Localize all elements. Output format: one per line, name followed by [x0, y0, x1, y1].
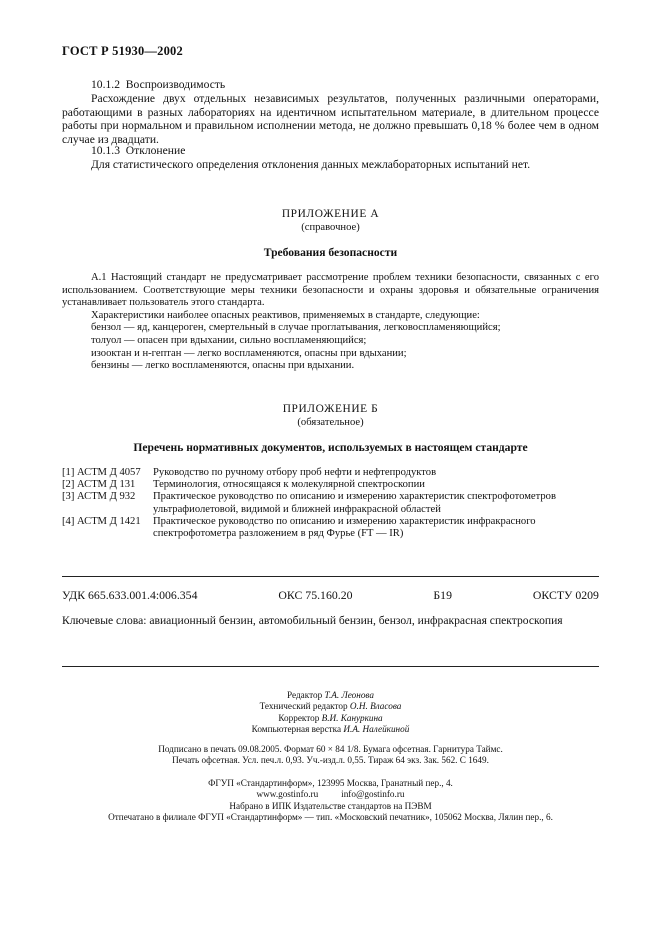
reference-code: [3] АСТМ Д 932: [62, 491, 136, 503]
udk-code: УДК 665.633.001.4:006.354: [62, 588, 198, 602]
section-1012-number: 10.1.2: [91, 78, 120, 91]
section-1013-heading: [91, 144, 185, 157]
appendix-a-paragraph: А.1 Настоящий стандарт не предусматривает рассмотрение проблем техники безопасности, связанных с его использованием. Соответствующие меры техники безопасности и охраны здоровья и обязательные ограничения устанавливает пользователь этого стандарта.: [62, 272, 599, 309]
section-1012-title: Воспроизводимость: [125, 78, 226, 91]
print-info-line: Печать офсетная. Усл. печ.л. 0,93. Уч.-изд.л. 0,55. Тираж 64 экз. Зак. 562. С 1649.: [172, 755, 489, 766]
appendix-a-kind: (справочное): [301, 222, 360, 233]
imprint-line: ФГУП «Стандартинформ», 123995 Москва, Гранатный пер., 4.: [208, 778, 453, 788]
imprint-line: Набрано в ИПК Издательстве стандартов на ПЭВМ: [229, 800, 432, 811]
section-1013-title: Отклонение: [125, 144, 186, 157]
credit-tech-editor: Технический редактор О.Н. Власова: [259, 701, 402, 712]
print-info-line: Подписано в печать 09.08.2005. Формат 60 × 84 1/8. Бумага офсетная. Гарнитура Таймс.: [158, 744, 503, 754]
credit-layout: Компьютерная верстка И.А. Налейкиной: [251, 724, 410, 735]
reference-item: [62, 467, 602, 479]
group-code: Б19: [433, 588, 452, 602]
appendix-a-intro: Характеристики наиболее опасных реактивов, применяемых в стандарте, следующие:: [91, 309, 480, 321]
print-info: [62, 744, 599, 767]
oks-code: ОКС 75.160.20: [278, 588, 353, 602]
section-1012-heading: [91, 78, 225, 91]
reference-item: [62, 479, 602, 491]
reference-text: Практическое руководство по описанию и измерению характеристик инфракрасного спектрофотометра разложением в ряд Фурье (FT — IR): [153, 515, 536, 540]
appendix-a-item: бензины — легко воспламеняются, опасны при вдыхании.: [91, 360, 355, 372]
reference-text: Практическое руководство по описанию и измерению характеристик спектрофотометров ультрафиолетовой, видимой и ближней инфракрасной областей: [153, 491, 556, 515]
section-1013-body: [62, 158, 599, 172]
reference-item: [62, 516, 602, 540]
standard-header: ГОСТ Р 51930—2002: [62, 44, 183, 58]
reference-code: [1] АСТМ Д 4057: [62, 467, 141, 478]
appendix-a-item: изооктан и н-гептан — легко воспламеняются, опасны при вдыхании;: [91, 347, 407, 359]
imprint-line: Отпечатано в филиале ФГУП «Стандартинформ» — тип. «Московский печатник», 105062 Москва, Лялин пер., 6.: [108, 812, 553, 823]
appendix-a-body: [62, 272, 599, 373]
appendix-a-item: бензол — яд, канцероген, смертельный в случае проглатывания, легковоспламеняющийся;: [91, 322, 501, 334]
credits: [62, 690, 599, 736]
keywords: Ключевые слова: авиационный бензин, автомобильный бензин, бензол, инфракрасная спектроскопия: [62, 614, 563, 627]
divider-top: [62, 576, 599, 577]
credit-editor: Редактор Т.А. Леонова: [287, 690, 374, 700]
reference-code: [4] АСТМ Д 1421: [62, 515, 141, 527]
publisher-imprint: [62, 778, 599, 824]
reference-code: [2] АСТМ Д 131: [62, 479, 136, 491]
section-1013-text: Для статистического определения отклонения данных межлабораторных испытаний нет.: [91, 158, 531, 171]
okstu-code: ОКСТУ 0209: [532, 588, 599, 602]
imprint-line: www.gostinfo.ru info@gostinfo.ru: [256, 789, 405, 800]
appendix-a-item: толуол — опасен при вдыхании, сильно воспламеняющийся;: [91, 334, 367, 346]
section-1013-number: 10.1.3: [91, 144, 120, 157]
reference-text: Руководство по ручному отбору проб нефти и нефтепродуктов: [153, 467, 437, 478]
divider-bottom: [62, 666, 599, 667]
section-1012-text: Расхождение двух отдельных независимых результатов, полученных различными операторами, работающими в разных лабораториях на идентичном испытательном материале, в длительном процессе работы при нормальном и правильном исполнении метода, не должно превышать 0,18 % более чем в одном случае из двадцати.: [62, 92, 599, 146]
classification-row: [62, 588, 599, 603]
reference-item: [62, 491, 602, 515]
appendix-a-heading: Требования безопасности: [263, 246, 398, 259]
reference-list: [62, 467, 602, 540]
appendix-b-kind: (обязательное): [297, 417, 364, 428]
appendix-a-title: ПРИЛОЖЕНИЕ А: [281, 208, 380, 220]
section-1012-body: [62, 92, 599, 146]
appendix-b-heading: Перечень нормативных документов, используемых в настоящем стандарте: [133, 441, 528, 454]
credit-corrector: Корректор В.И. Кануркина: [278, 712, 383, 723]
appendix-b-title: ПРИЛОЖЕНИЕ Б: [282, 403, 379, 415]
reference-text: Терминология, относящаяся к молекулярной спектроскопии: [153, 479, 425, 491]
